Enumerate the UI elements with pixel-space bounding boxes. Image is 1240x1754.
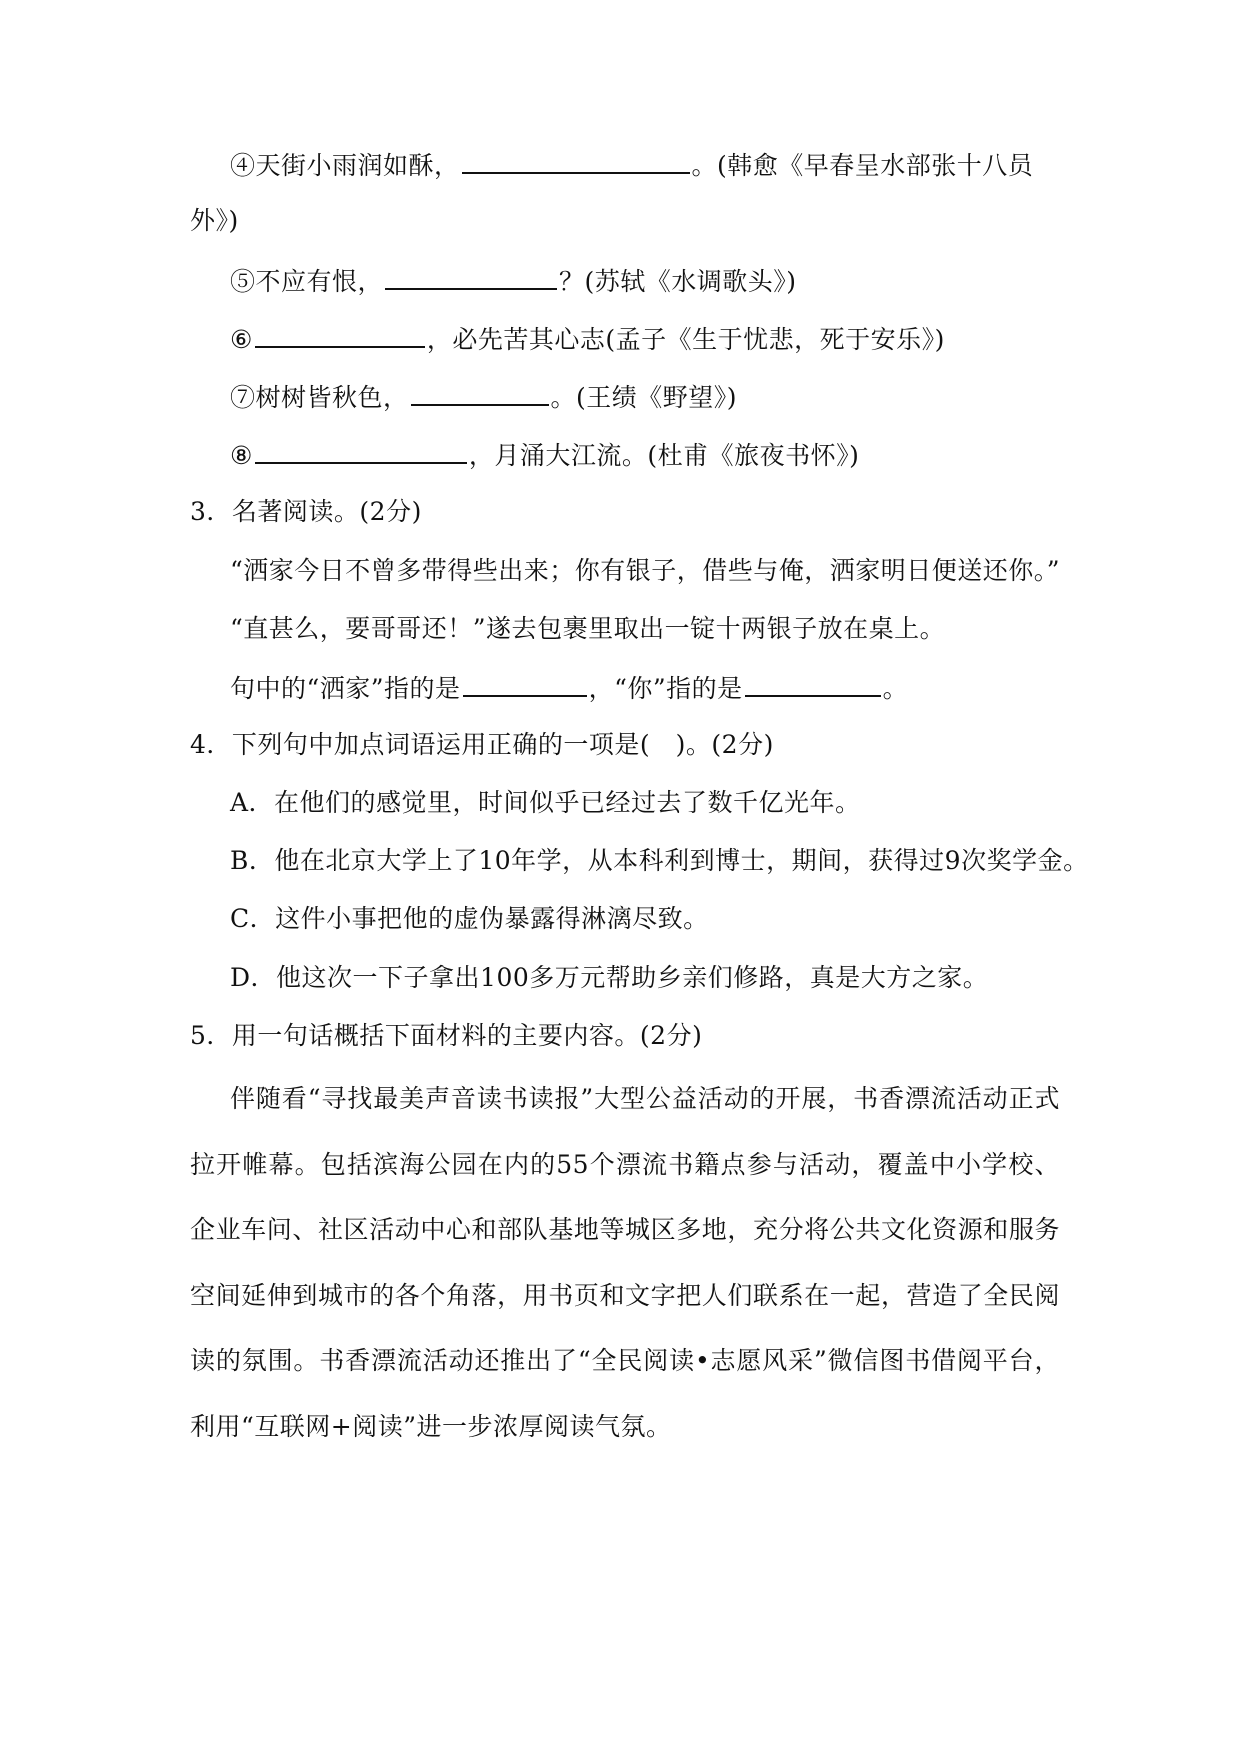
- question-4-option-c[interactable]: C．这件小事把他的虚伪暴露得淋漓尽致。: [230, 904, 709, 933]
- question-3-quote-1: “洒家今日不曾多带得些出来；你有银子，借些与俺，洒家明日便送还你。”: [230, 556, 1061, 585]
- question-3-prompt-suffix: 。: [882, 674, 909, 703]
- question-4-option-b[interactable]: B．他在北京大学上了10年学，从本科利到博士，期间，获得过9次奖学金。: [230, 846, 1089, 875]
- poem-line-4-prefix: ④天街小雨润如酥，: [230, 151, 460, 180]
- poem-line-7-prefix: ⑦树树皆秋色，: [230, 383, 409, 412]
- answer-blank-3b[interactable]: [745, 669, 881, 697]
- poem-line-8: [230, 436, 859, 474]
- question-4-option-d[interactable]: D．他这次一下子拿出100多万元帮助乡亲们修路，真是大方之家。: [230, 963, 989, 992]
- answer-blank-6[interactable]: [255, 320, 425, 348]
- answer-blank-3a[interactable]: [463, 669, 587, 697]
- poem-line-4: [230, 146, 1033, 184]
- poem-line-7: [230, 378, 737, 416]
- poem-line-5-prefix: ⑤不应有恨，: [230, 267, 384, 296]
- answer-blank-7[interactable]: [411, 378, 549, 406]
- question-5-heading: 5．用一句话概括下面材料的主要内容。(2分): [190, 1021, 703, 1050]
- question-3-quote-2: “直甚么，要哥哥还！”遂去包裹里取出一锭十两银子放在桌上。: [230, 614, 946, 643]
- poem-line-6: [230, 320, 945, 358]
- answer-blank-8[interactable]: [255, 436, 467, 464]
- poem-line-6-prefix: ⑥: [230, 325, 253, 354]
- poem-line-6-suffix: ，必先苦其心志(孟子《生于忧悲，死于安乐》): [426, 325, 945, 354]
- answer-blank-4[interactable]: [462, 146, 690, 174]
- question-3-prompt-middle: ，“你”指的是: [588, 674, 743, 703]
- answer-blank-5[interactable]: [385, 262, 557, 290]
- poem-line-4-suffix: 。(韩愈《早春呈水部张十八员: [691, 151, 1034, 180]
- question-5-passage: 伴随看“寻找最美声音读书读报”大型公益活动的开展，书香漂流活动正式拉开帷幕。包括滨海公园在内的55个漂流书籍点参与活动，覆盖中小学校、企业车问、社区活动中心和部队基地等城区多地，充分将公共文化资源和服务空间延伸到城市的各个角落，用书页和文字把人们联系在一起，营造了全民阅读的氛围。书香漂流活动还推出了“全民阅读•志愿风采”微信图书借阅平台，利用“互联网+阅读”进一步浓厚阅读气氛。: [190, 1084, 1060, 1441]
- question-4-heading: 4．下列句中加点词语运用正确的一项是( )。(2分): [190, 730, 774, 759]
- question-4-option-a[interactable]: A．在他们的感觉里，时间似乎已经过去了数千亿光年。: [230, 788, 861, 817]
- poem-line-8-suffix: ，月涌大江流。(杜甫《旅夜书怀》): [468, 441, 860, 470]
- poem-line-8-prefix: ⑧: [230, 441, 253, 470]
- poem-line-5-suffix: ？(苏轼《水调歌头》): [559, 267, 797, 296]
- poem-line-5: [230, 262, 797, 300]
- poem-line-4-continued: 外》): [190, 206, 239, 235]
- question-3-prompt: [230, 669, 908, 707]
- question-3-prompt-prefix: 句中的“洒家”指的是: [230, 674, 461, 703]
- poem-line-7-suffix: 。(王绩《野望》): [550, 383, 738, 412]
- question-3-heading: 3．名著阅读。(2分): [190, 497, 422, 526]
